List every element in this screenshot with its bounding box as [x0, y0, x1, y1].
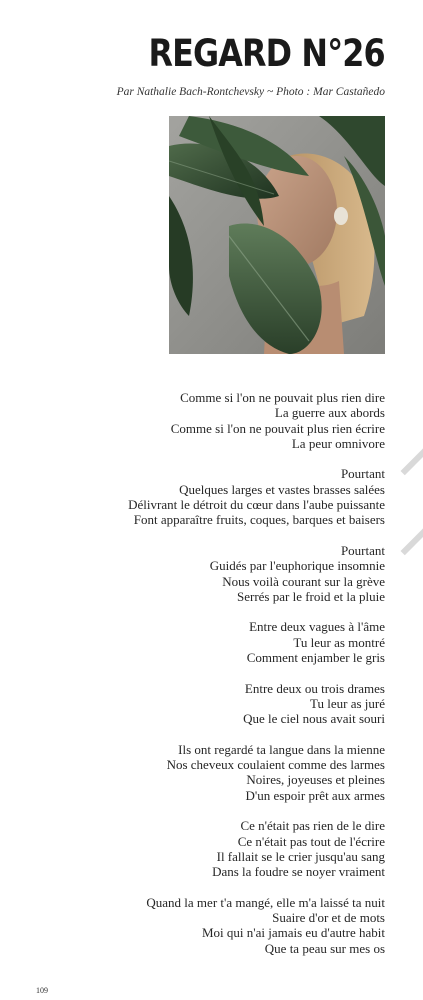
poem-line: Comme si l'on ne pouvait plus rien dire: [180, 390, 385, 405]
poem-line: Ils ont regardé ta langue dans la mienne: [178, 741, 385, 757]
poem-stanza: [25, 466, 385, 527]
poem-line: Guidés par l'euphorique insomnie: [209, 558, 385, 574]
poem-line: Nous voilà courant sur la grève: [222, 573, 385, 589]
poem-line: Pourtant: [340, 542, 385, 558]
poem-line: La peur omnivore: [291, 435, 385, 451]
poem-line: Serrés par le froid et la pluie: [237, 588, 385, 604]
poem-line: Dans la foudre se noyer vraiment: [212, 864, 385, 880]
poem-stanza: [25, 895, 385, 956]
poem-line: Entre deux ou trois drames: [244, 680, 385, 696]
poem-stanza: [25, 390, 385, 451]
poem-line: Que ta peau sur mes os: [264, 940, 385, 956]
prev-page-chevron-icon[interactable]: [401, 446, 423, 497]
poem-line: Il fallait se le crier jusqu'au sang: [216, 848, 385, 864]
photo-illustration: [169, 116, 385, 354]
poem-line: Comme si l'on ne pouvait plus rien écrire: [170, 420, 385, 436]
poem-line: Suaire d'or et de mots: [272, 910, 385, 926]
poem-line: Quelques larges et vastes brasses salées: [179, 481, 385, 497]
poem-line: D'un espoir prêt aux armes: [245, 787, 385, 803]
poem-line: Entre deux vagues à l'âme: [249, 619, 385, 635]
poem-line: Nos cheveux coulaient comme des larmes: [166, 757, 385, 773]
poem: [25, 390, 385, 971]
poem-line: Font apparaître fruits, coques, barques et baisers: [133, 512, 385, 528]
poem-line: Quand la mer t'a mangé, elle m'a laissé ta nuit: [146, 894, 385, 910]
next-page-chevron-icon[interactable]: [401, 526, 423, 577]
poem-line: Pourtant: [340, 466, 385, 482]
poem-line: Que le ciel nous avait souri: [243, 711, 385, 727]
poem-stanza: [25, 543, 385, 604]
poem-line: Délivrant le détroit du cœur dans l'aube puissante: [128, 497, 385, 513]
byline: Par Nathalie Bach-Rontchevsky ~ Photo : Mar Castañedo: [116, 86, 385, 98]
poem-stanza: [25, 681, 385, 727]
poem-stanza: [25, 818, 385, 879]
poem-line: Moi qui n'ai jamais eu d'autre habit: [201, 925, 385, 941]
poem-line: Comment enjamber le gris: [246, 650, 385, 666]
photo: [169, 116, 385, 354]
poem-stanza: [25, 619, 385, 665]
poem-line: Ce n'était pas tout de l'écrire: [237, 833, 385, 849]
poem-line: Tu leur as montré: [293, 634, 385, 650]
page-title: REGARD N°26: [148, 32, 385, 75]
poem-line: Ce n'était pas rien de le dire: [240, 818, 385, 834]
poem-line: La guerre aux abords: [274, 405, 385, 421]
poem-line: Noires, joyeuses et pleines: [246, 772, 385, 788]
poem-stanza: [25, 742, 385, 803]
page-number: 109: [36, 986, 48, 995]
poem-line: Tu leur as juré: [310, 695, 385, 711]
